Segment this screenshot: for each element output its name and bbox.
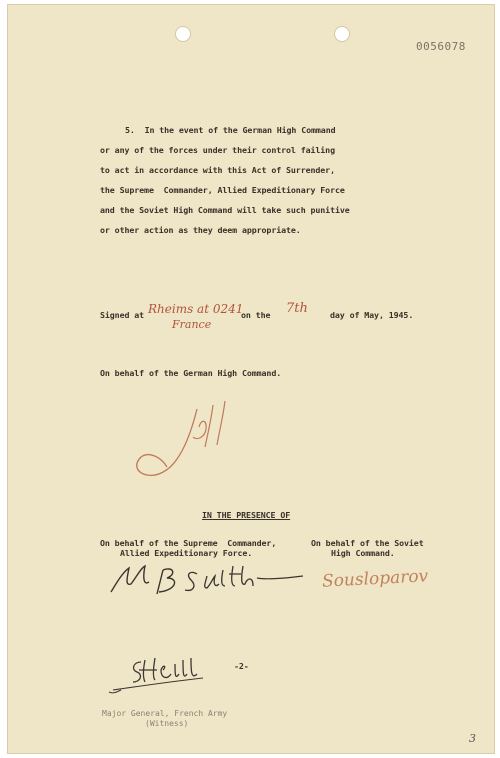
jodl-signature	[127, 397, 247, 487]
paragraph-line-2: or any of the forces under their control failing	[100, 145, 335, 155]
allied-behalf-line-1: On behalf of the Supreme Commander,	[100, 538, 277, 548]
witness-label: (Witness)	[145, 719, 189, 728]
soviet-behalf-line-2: High Command.	[331, 548, 395, 558]
signed-place-handwritten: Rheims at 0241	[148, 302, 244, 316]
paragraph-line-6: or other action as they deem appropriate.	[100, 225, 301, 235]
signed-place-france: France	[172, 318, 212, 331]
signed-day-handwritten: 7th	[286, 301, 308, 316]
soviet-signature: Sousloparov	[321, 566, 429, 592]
signed-prefix: Signed at	[100, 310, 145, 320]
witness-signature	[107, 652, 237, 702]
presence-heading: IN THE PRESENCE OF	[202, 510, 291, 520]
punch-hole-left	[176, 27, 190, 41]
soviet-behalf-line-1: On behalf of the Soviet	[311, 538, 424, 548]
punch-hole-right	[335, 27, 349, 41]
smith-signature	[107, 556, 307, 606]
document-sheet	[7, 4, 495, 754]
signed-suffix: day of May, 1945.	[330, 310, 414, 320]
paragraph-line-3: to act in accordance with this Act of Surrender,	[100, 165, 335, 175]
german-behalf-label: On behalf of the German High Command.	[100, 368, 282, 378]
witness-title: Major General, French Army	[102, 709, 228, 718]
allied-behalf-line-2: Allied Expeditionary Force.	[120, 548, 253, 558]
document-id-stamp: 0056078	[416, 40, 466, 53]
corner-page-mark: 3	[469, 732, 476, 745]
page-number: -2-	[234, 661, 249, 671]
paragraph-line-4: the Supreme Commander, Allied Expeditionary Force	[100, 185, 345, 195]
paragraph-line-1: 5. In the event of the German High Command	[125, 125, 336, 135]
paragraph-line-5: and the Soviet High Command will take such punitive	[100, 205, 350, 215]
signed-middle: on the	[241, 310, 271, 320]
